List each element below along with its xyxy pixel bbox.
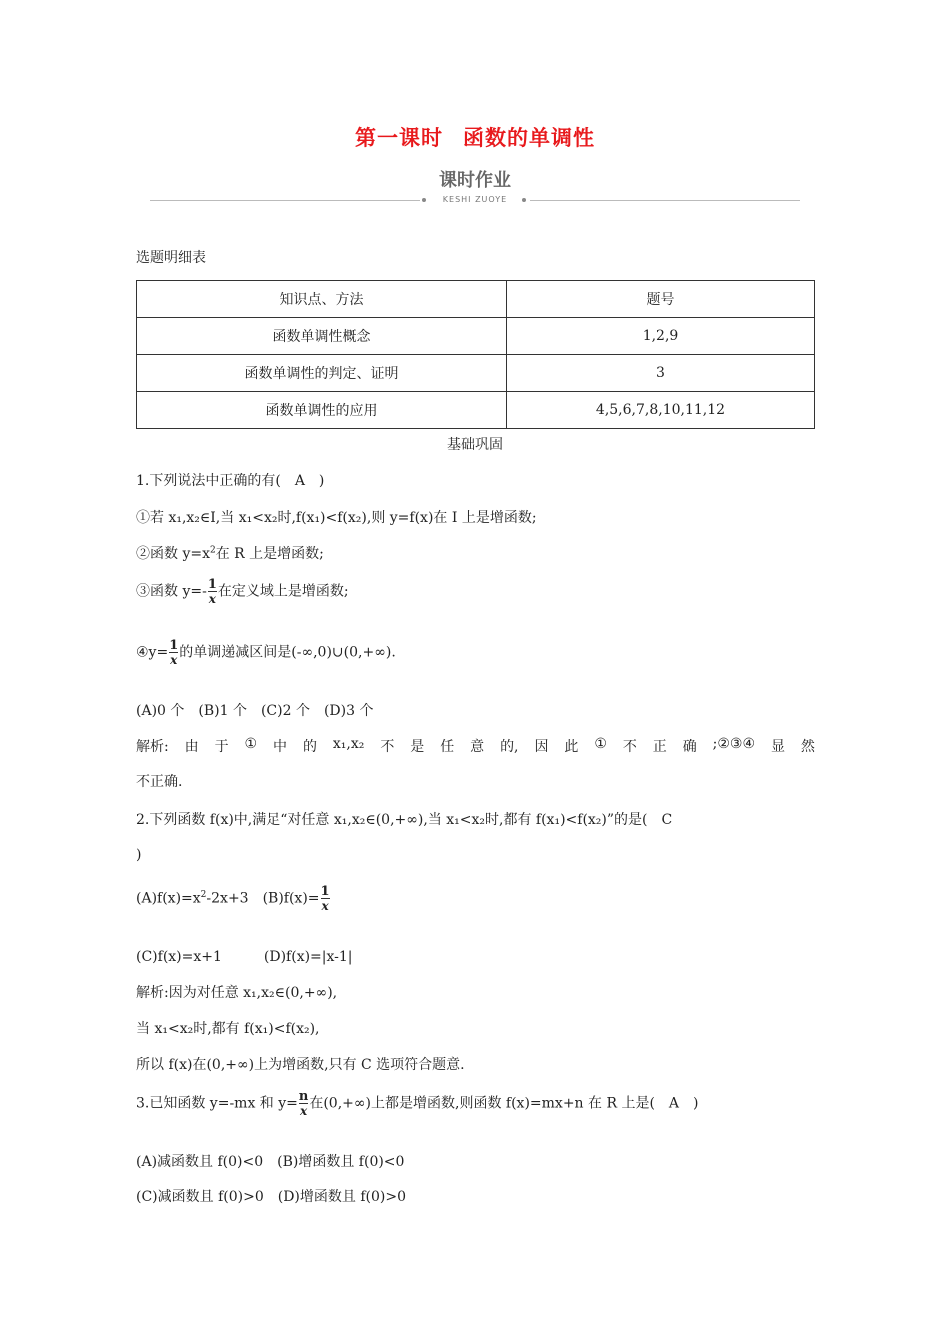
analysis-word: ① [594,736,607,752]
table-row [137,392,815,429]
q1-statement-4 [136,639,396,666]
q2-options-cd: (C)f(x)=x+1 (D)f(x)=|x-1| [136,949,353,965]
analysis-word: 解析: [136,739,169,755]
analysis-word: 由 [184,739,199,755]
fraction [169,639,178,666]
analysis-word: 任 [440,739,455,755]
analysis-word: 此 [564,739,579,755]
table-cell: 4,5,6,7,8,10,11,12 [507,392,815,429]
analysis-word: 不 [380,739,395,755]
q1-statement-3 [136,578,349,605]
title-lesson: 第一课时 [355,126,443,150]
q2-stem-end: ) [136,847,142,863]
q2-analysis-1: 解析:因为对任意 x₁,x₂∈(0,+∞), [136,985,338,1001]
analysis-word: ;②③④ [712,736,756,752]
denominator: x [208,592,216,606]
q2-analysis-3: 所以 f(x)在(0,+∞)上为增函数,只有 C 选项符合题意. [136,1057,465,1073]
text: 在 R 上是增函数; [215,546,324,562]
table-row [137,318,815,355]
text: ③函数 y=- [136,583,207,600]
title-topic: 函数的单调性 [463,126,595,150]
text: (A)f(x)=x [136,890,201,907]
q1-analysis-end: 不正确. [136,774,183,790]
table-cell: 1,2,9 [507,318,815,355]
table-header-cell: 题号 [507,281,815,318]
table-cell: 函数单调性的应用 [137,392,507,429]
numerator: 1 [320,884,330,899]
numerator: 1 [169,638,179,653]
numerator: 1 [207,577,217,592]
denominator: x [170,653,178,667]
q3-options-ab: (A)减函数且 f(0)<0 (B)增函数且 f(0)<0 [136,1154,405,1170]
numerator: n [298,1089,309,1104]
analysis-word: x₁,x₂ [332,736,365,752]
table-header-cell: 知识点、方法 [137,281,507,318]
text: 3.已知函数 y=-mx 和 y= [136,1095,298,1112]
fraction [208,578,217,605]
denominator: x [321,899,329,913]
q1-stem: 1.下列说法中正确的有( A ) [136,473,325,489]
table-cell: 函数单调性的判定、证明 [137,355,507,392]
exponent: 2 [200,889,207,900]
analysis-word: 确 [682,739,697,755]
q2-options-ab [136,885,331,912]
q1-statement-2 [136,543,324,563]
topic-table [136,280,815,429]
text: ②函数 y=x [136,546,210,562]
analysis-word: 不 [622,739,637,755]
banner-divider-right [530,200,800,201]
fraction [299,1090,308,1117]
q3-options-cd: (C)减函数且 f(0)>0 (D)增函数且 f(0)>0 [136,1189,406,1205]
q1-analysis [136,736,815,756]
table-header-row [137,281,815,318]
fraction [321,885,330,912]
exponent: 2 [210,545,216,556]
q2-analysis-2: 当 x₁<x₂时,都有 f(x₁)<f(x₂), [136,1021,320,1037]
text: -2x+3 (B)f(x)= [206,890,320,907]
section-heading: 基础巩固 [447,437,503,453]
analysis-word: 正 [652,739,667,755]
analysis-word: 的, [500,739,519,755]
analysis-word: ① [244,736,258,752]
analysis-word: 意 [470,739,485,755]
text: 在(0,+∞)上都是增函数,则函数 f(x)=mx+n 在 R 上是( A ) [309,1095,699,1112]
analysis-word: 显 [770,739,785,755]
q2-stem: 2.下列函数 f(x)中,满足“对任意 x₁,x₂∈(0,+∞),当 x₁<x₂时,都有 f(x₁)<f(x₂)”的是( C [136,812,673,828]
table-row [137,355,815,392]
page-title [0,122,950,152]
q1-statement-1: ①若 x₁,x₂∈I,当 x₁<x₂时,f(x₁)<f(x₂),则 y=f(x)在 I 上是增函数; [136,510,537,526]
analysis-word: 的 [302,739,317,755]
analysis-word: 中 [273,739,288,755]
banner-dot-right [522,198,526,202]
banner-title: 课时作业 [439,170,511,191]
q3-stem [136,1090,699,1117]
analysis-word: 然 [800,739,815,755]
analysis-word: 于 [214,739,229,755]
banner-subtitle: KESHI ZUOYE [442,195,508,204]
analysis-word: 是 [410,739,425,755]
text: 在定义域上是增函数; [217,583,349,600]
table-cell: 3 [507,355,815,392]
table-caption: 选题明细表 [136,250,206,266]
denominator: x [300,1104,308,1118]
table-cell: 函数单调性概念 [137,318,507,355]
text: ④y= [136,644,169,661]
q1-options: (A)0 个 (B)1 个 (C)2 个 (D)3 个 [136,703,374,719]
analysis-word: 因 [534,739,549,755]
text: 的单调递减区间是(-∞,0)∪(0,+∞). [179,644,396,661]
